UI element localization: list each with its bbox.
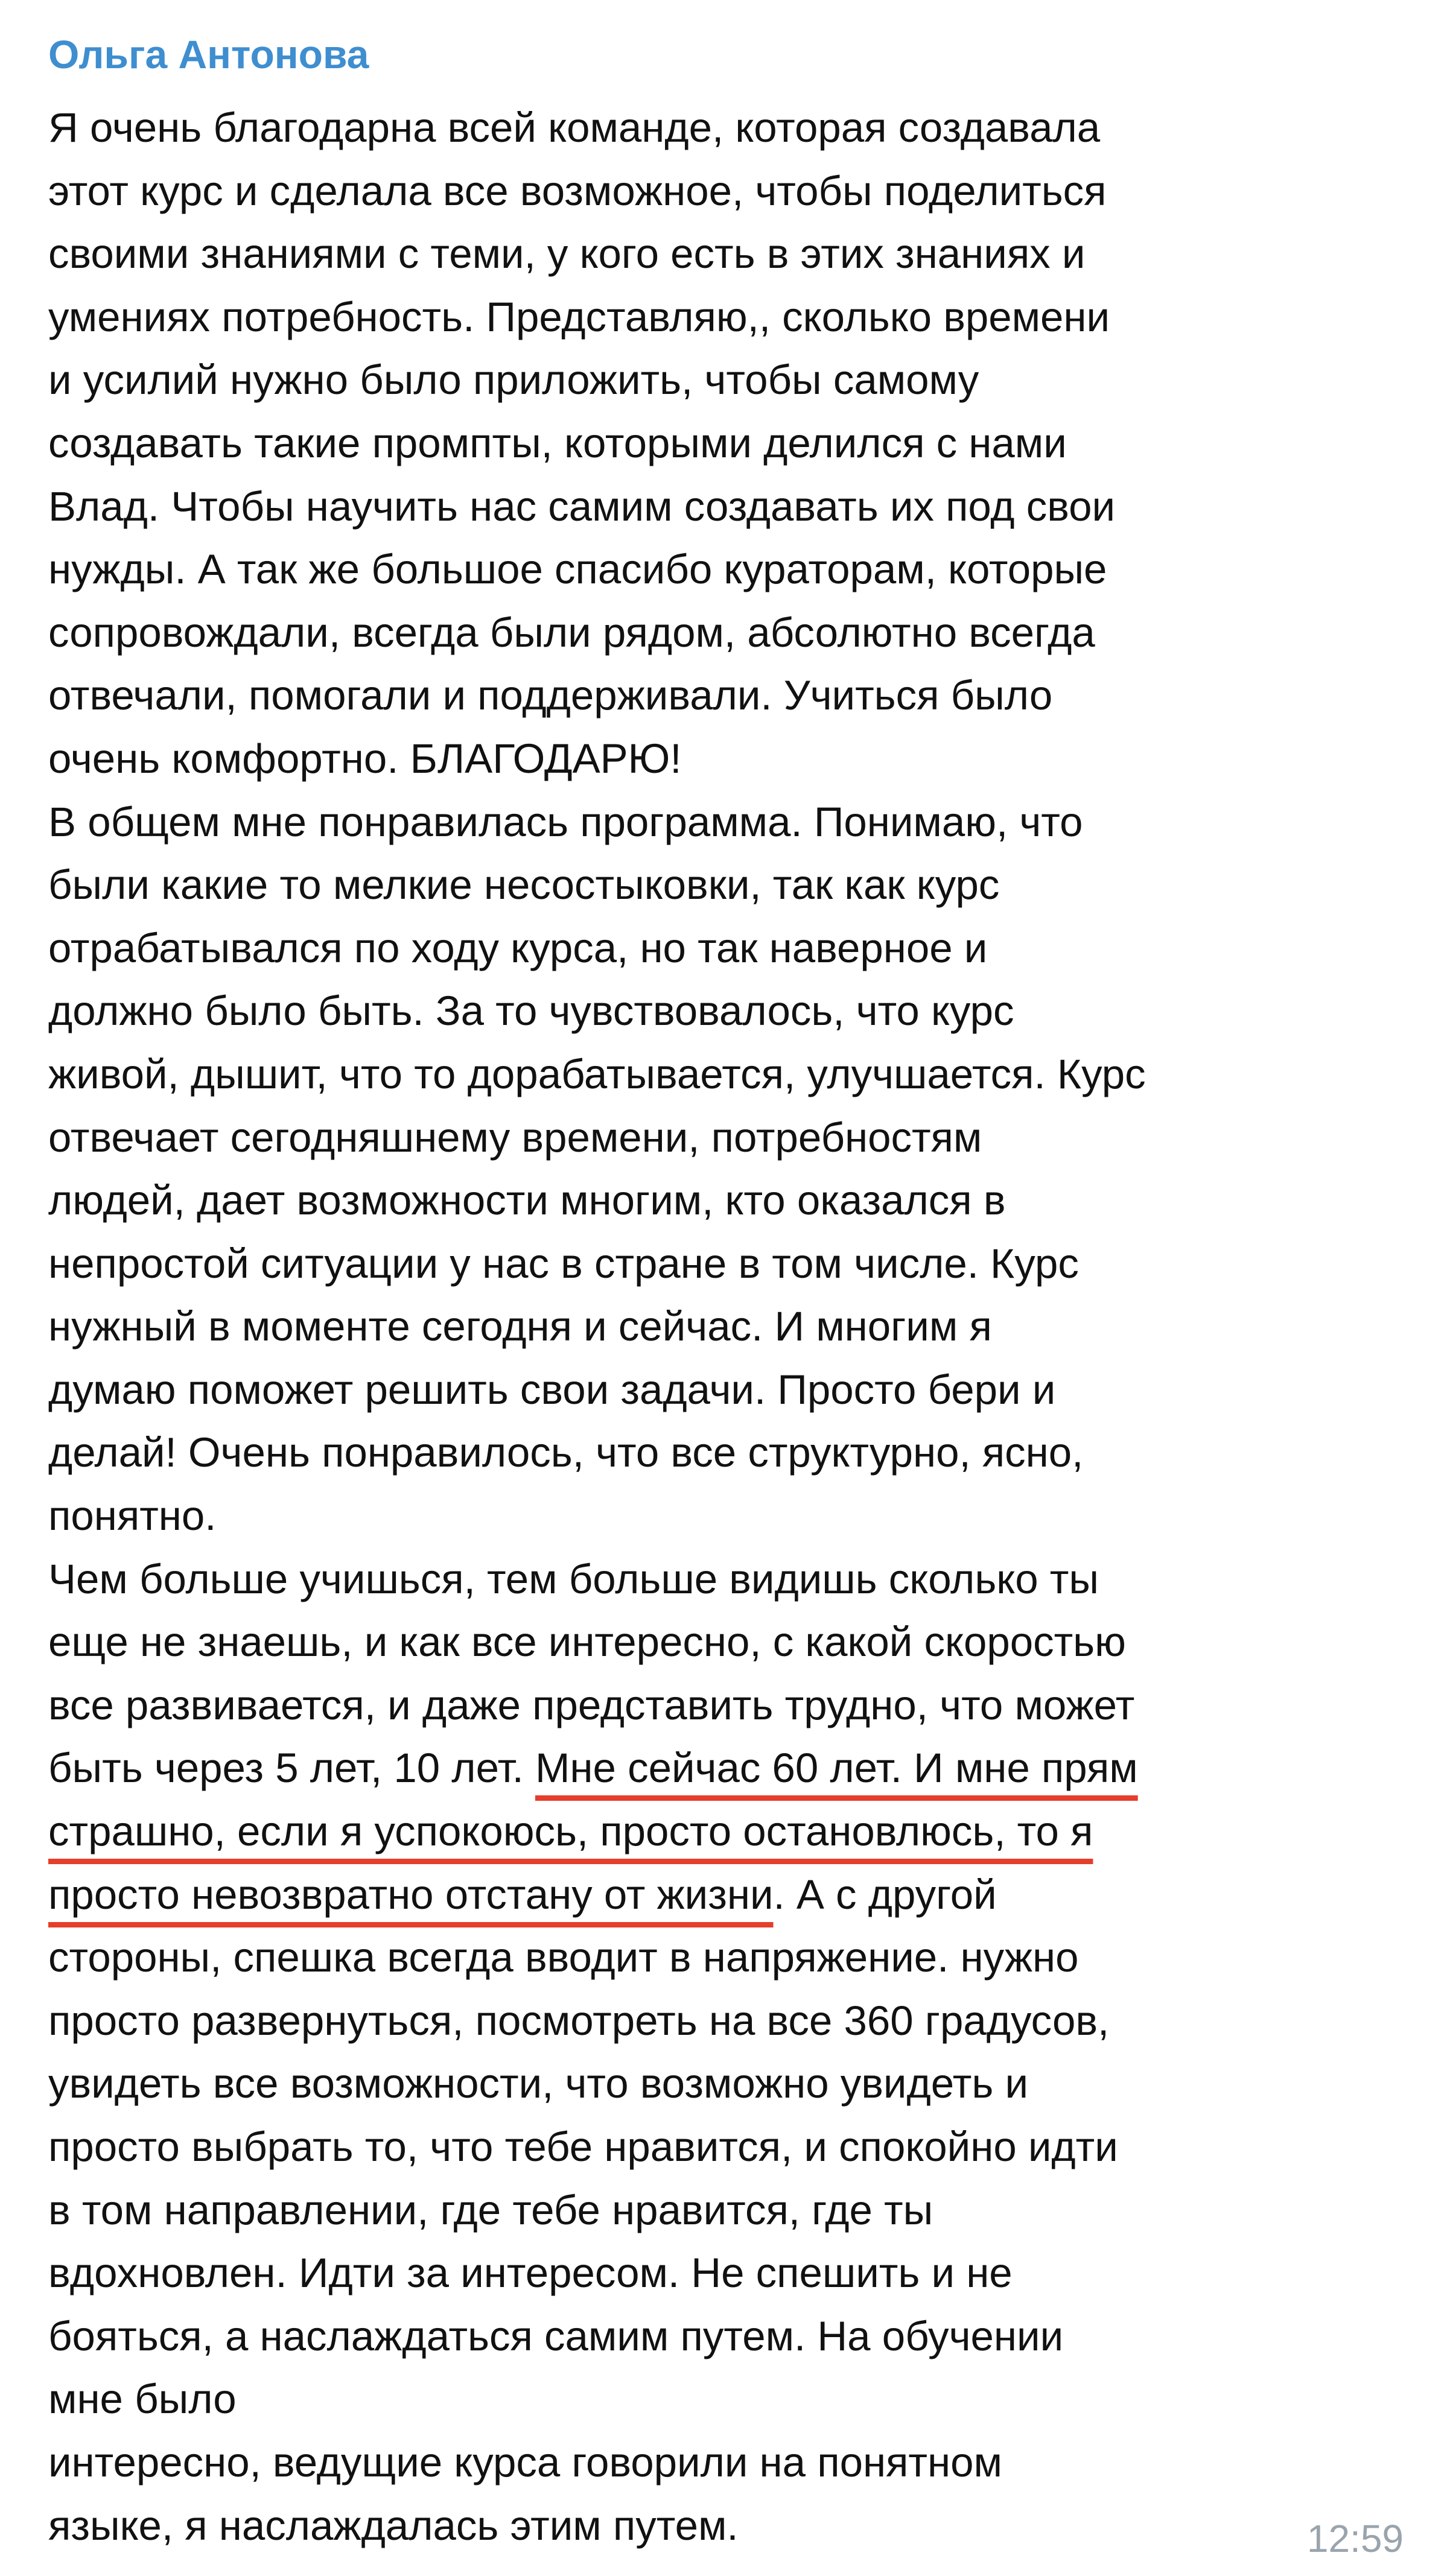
text-line: Влад. Чтобы научить нас самим создавать их под свои [48, 483, 1116, 530]
underlined-highlight: Мне сейчас 60 лет. И мне прям [535, 1745, 1138, 1792]
text-line: отвечали, помогали и поддерживали. Учиться было [48, 672, 1053, 719]
text-line: еще не знаешь, и как все интересно, с какой скоростью [48, 1619, 1126, 1666]
text-line: вдохновлен. Идти за интересом. Не спешить и не [48, 2250, 1013, 2297]
text-line: должно было быть. За то чувствовалось, что курс [48, 988, 1014, 1035]
sender-name[interactable]: Ольга Антонова [48, 32, 369, 77]
text-line: и усилий нужно было приложить, чтобы самому [48, 357, 979, 404]
text-line: умениях потребность. Представляю,, сколько времени [48, 293, 1110, 340]
text-line: этот курс и сделала все возможное, чтобы поделиться [48, 167, 1107, 214]
text-line: нужный в моменте сегодня и сейчас. И многим я [48, 1303, 992, 1350]
text-line: были какие то мелкие несостыковки, так как курс [48, 861, 1000, 909]
text-segment: быть через 5 лет, 10 лет. [48, 1745, 535, 1792]
text-segment: . А с другой [773, 1871, 997, 1918]
text-line: отрабатывался по ходу курса, но так наверное и [48, 924, 988, 971]
text-line: В общем мне понравилась программа. Понимаю, что [48, 798, 1083, 845]
text-line: все развивается, и даже представить трудно, что может [48, 1681, 1135, 1728]
text-line: Я очень благодарна всей команде, которая создавала [48, 104, 1101, 151]
text-line: очень комфортно. БЛАГОДАРЮ! [48, 735, 682, 782]
text-line: нужды. А так же большое спасибо кураторам, которые [48, 546, 1107, 593]
underlined-highlight: страшно, если я успокоюсь, просто остановлюсь, то я [48, 1808, 1093, 1855]
text-line: понятно. [48, 1493, 217, 1540]
text-line: бояться, а наслаждаться самим путем. На обучении [48, 2312, 1064, 2359]
text-line: своими знаниями с теми, у кого есть в этих знаниях и [48, 230, 1086, 278]
text-line: сопровождали, всегда были рядом, абсолютно всегда [48, 609, 1095, 656]
text-line [48, 1800, 1412, 1864]
text-line: создавать такие промпты, которыми делился с нами [48, 419, 1067, 466]
text-line: живой, дышит, что то дорабатывается, улучшается. Курс [48, 1050, 1146, 1097]
message-timestamp: 12:59 [1306, 2517, 1404, 2560]
text-line: отвечает сегодняшнему времени, потребностям [48, 1114, 982, 1161]
text-line: думаю поможет решить свои задачи. Просто бери и [48, 1366, 1056, 1413]
text-line: увидеть все возможности, что возможно увидеть и [48, 2060, 1029, 2107]
underlined-highlight: просто невозвратно отстану от жизни [48, 1871, 774, 1918]
text-line: просто развернуться, посмотреть на все 360 градусов, [48, 1997, 1110, 2044]
text-line [48, 1864, 1412, 1927]
text-line: Чем больше учишься, тем больше видишь сколько ты [48, 1555, 1099, 1602]
text-line: людей, дает возможности многим, кто оказался в [48, 1177, 1006, 1224]
text-line: стороны, спешка всегда вводит в напряжение. нужно [48, 1934, 1079, 1981]
text-line: языке, я наслаждалась этим путем. [48, 2502, 739, 2549]
text-line: мне было [48, 2376, 237, 2423]
text-line: делай! Очень понравилось, что все структурно, ясно, [48, 1429, 1084, 1476]
text-line: непростой ситуации у нас в стране в том числе. Курс [48, 1240, 1079, 1287]
text-line: в том направлении, где тебе нравится, где ты [48, 2186, 933, 2233]
text-line: просто выбрать то, что тебе нравится, и спокойно идти [48, 2124, 1118, 2170]
text-line [48, 1737, 1412, 1800]
message-text [48, 97, 1412, 2557]
text-line: интересно, ведущие курса говорили на понятном [48, 2438, 1002, 2486]
